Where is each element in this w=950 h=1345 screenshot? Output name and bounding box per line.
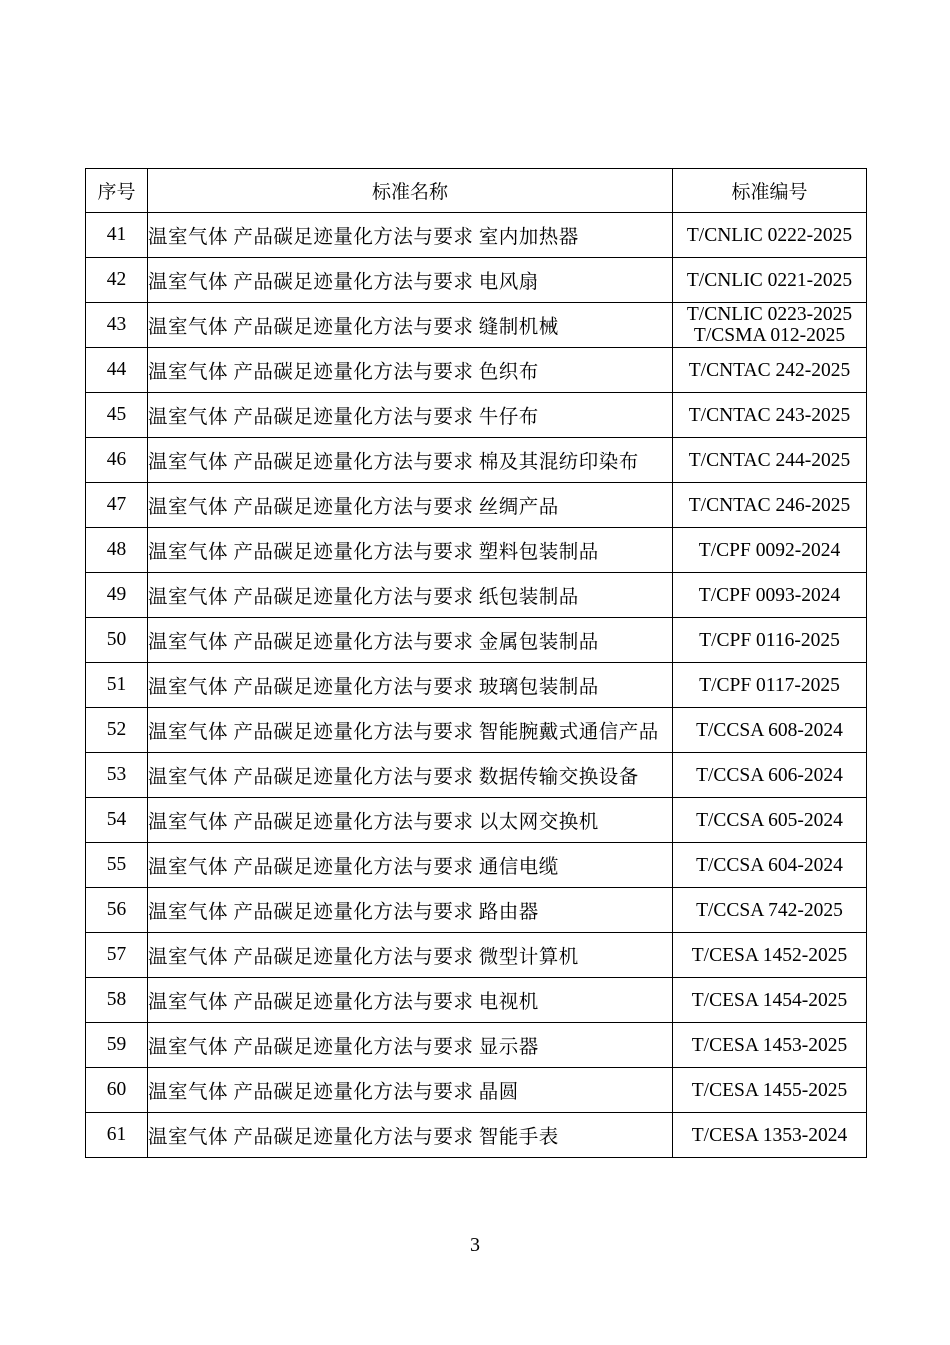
standard-code-cell (673, 213, 867, 258)
serial-number-cell: 53 (86, 753, 148, 798)
serial-number-cell: 50 (86, 618, 148, 663)
standard-name-cell: 温室气体 产品碳足迹量化方法与要求 电视机 (148, 978, 673, 1023)
table-row (86, 1023, 867, 1068)
serial-number-cell: 41 (86, 213, 148, 258)
table-header-row (86, 169, 867, 213)
standard-code-line: T/CESA 1455-2025 (691, 1079, 848, 1101)
standard-code-cell (673, 573, 867, 618)
standard-name-cell: 温室气体 产品碳足迹量化方法与要求 数据传输交换设备 (148, 753, 673, 798)
serial-number-cell: 48 (86, 528, 148, 573)
table-row (86, 618, 867, 663)
column-header-standard-code: 标准编号 (673, 169, 867, 213)
table-row (86, 708, 867, 753)
table-row (86, 393, 867, 438)
standard-code-cell (673, 663, 867, 708)
standard-code-cell (673, 258, 867, 303)
standard-name-cell: 温室气体 产品碳足迹量化方法与要求 电风扇 (148, 258, 673, 303)
table-row (86, 438, 867, 483)
table-row (86, 348, 867, 393)
standard-name-cell: 温室气体 产品碳足迹量化方法与要求 纸包装制品 (148, 573, 673, 618)
serial-number-cell: 52 (86, 708, 148, 753)
table-row (86, 1068, 867, 1113)
column-header-serial-number: 序号 (86, 169, 148, 213)
standard-code-line: T/CESA 1353-2024 (691, 1124, 848, 1146)
standard-code-line: T/CSMA 012-2025 (693, 325, 846, 346)
serial-number-cell: 57 (86, 933, 148, 978)
serial-number-cell: 51 (86, 663, 148, 708)
standard-name-cell: 温室气体 产品碳足迹量化方法与要求 路由器 (148, 888, 673, 933)
standard-code-line: T/CNTAC 243-2025 (688, 404, 851, 426)
standard-code-line: T/CPF 0093-2024 (698, 584, 841, 606)
page-number: 3 (470, 1234, 480, 1256)
table-body (86, 213, 867, 1158)
table-row (86, 213, 867, 258)
standard-name-cell: 温室气体 产品碳足迹量化方法与要求 玻璃包装制品 (148, 663, 673, 708)
standard-code-cell (673, 348, 867, 393)
standard-code-line: T/CPF 0116-2025 (699, 629, 840, 651)
standard-code-line: T/CPF 0117-2025 (699, 674, 840, 696)
table-row (86, 933, 867, 978)
table-row (86, 528, 867, 573)
serial-number-cell: 45 (86, 393, 148, 438)
serial-number-cell: 42 (86, 258, 148, 303)
standard-code-cell (673, 1068, 867, 1113)
table-row (86, 1113, 867, 1158)
standard-code-line: T/CNLIC 0221-2025 (686, 269, 853, 291)
standard-code-line: T/CCSA 606-2024 (696, 764, 843, 786)
standard-code-line: T/CESA 1452-2025 (691, 944, 848, 966)
table-row (86, 573, 867, 618)
standard-name-cell: 温室气体 产品碳足迹量化方法与要求 显示器 (148, 1023, 673, 1068)
standard-code-cell (673, 483, 867, 528)
standard-code-line: T/CCSA 605-2024 (696, 809, 843, 831)
standard-code-cell (673, 1113, 867, 1158)
standard-code-cell (673, 1023, 867, 1068)
standard-code-line: T/CNTAC 246-2025 (688, 494, 851, 516)
standard-code-cell (673, 393, 867, 438)
standard-code-line: T/CNTAC 244-2025 (688, 449, 851, 471)
standard-code-line: T/CCSA 604-2024 (696, 854, 843, 876)
table-row (86, 303, 867, 348)
standard-code-cell (673, 978, 867, 1023)
standard-code-cell (673, 708, 867, 753)
standard-name-cell: 温室气体 产品碳足迹量化方法与要求 智能手表 (148, 1113, 673, 1158)
standard-name-cell: 温室气体 产品碳足迹量化方法与要求 缝制机械 (148, 303, 673, 348)
standard-code-line: T/CNTAC 242-2025 (688, 359, 851, 381)
serial-number-cell: 56 (86, 888, 148, 933)
serial-number-cell: 55 (86, 843, 148, 888)
serial-number-cell: 59 (86, 1023, 148, 1068)
standard-name-cell: 温室气体 产品碳足迹量化方法与要求 通信电缆 (148, 843, 673, 888)
standards-table (85, 168, 867, 1158)
standard-name-cell: 温室气体 产品碳足迹量化方法与要求 棉及其混纺印染布 (148, 438, 673, 483)
column-header-standard-name: 标准名称 (148, 169, 673, 213)
table-row (86, 663, 867, 708)
standard-code-line: T/CESA 1453-2025 (691, 1034, 848, 1056)
standard-code-line: T/CCSA 608-2024 (696, 719, 843, 741)
standard-code-line: T/CNLIC 0223-2025 (686, 304, 853, 325)
standards-table-container (85, 168, 866, 1158)
standard-code-line: T/CCSA 742-2025 (696, 899, 843, 921)
standard-code-line: T/CNLIC 0222-2025 (686, 224, 853, 246)
serial-number-cell: 49 (86, 573, 148, 618)
standard-name-cell: 温室气体 产品碳足迹量化方法与要求 牛仔布 (148, 393, 673, 438)
standard-code-cell (673, 528, 867, 573)
serial-number-cell: 46 (86, 438, 148, 483)
standard-name-cell: 温室气体 产品碳足迹量化方法与要求 微型计算机 (148, 933, 673, 978)
table-row (86, 798, 867, 843)
standard-name-cell: 温室气体 产品碳足迹量化方法与要求 晶圆 (148, 1068, 673, 1113)
table-row (86, 888, 867, 933)
standard-name-cell: 温室气体 产品碳足迹量化方法与要求 室内加热器 (148, 213, 673, 258)
serial-number-cell: 58 (86, 978, 148, 1023)
table-row (86, 258, 867, 303)
serial-number-cell: 47 (86, 483, 148, 528)
standard-name-cell: 温室气体 产品碳足迹量化方法与要求 以太网交换机 (148, 798, 673, 843)
standard-code-cell (673, 618, 867, 663)
standard-code-cell (673, 888, 867, 933)
table-row (86, 753, 867, 798)
table-row (86, 843, 867, 888)
serial-number-cell: 43 (86, 303, 148, 348)
table-row (86, 978, 867, 1023)
standard-name-cell: 温室气体 产品碳足迹量化方法与要求 丝绸产品 (148, 483, 673, 528)
standard-code-line: T/CESA 1454-2025 (691, 989, 848, 1011)
serial-number-cell: 44 (86, 348, 148, 393)
standard-name-cell: 温室气体 产品碳足迹量化方法与要求 金属包装制品 (148, 618, 673, 663)
standard-code-cell (673, 933, 867, 978)
standard-name-cell: 温室气体 产品碳足迹量化方法与要求 智能腕戴式通信产品 (148, 708, 673, 753)
standard-code-cell (673, 798, 867, 843)
standard-code-cell (673, 753, 867, 798)
standard-name-cell: 温室气体 产品碳足迹量化方法与要求 塑料包装制品 (148, 528, 673, 573)
serial-number-cell: 54 (86, 798, 148, 843)
standard-code-cell (673, 438, 867, 483)
standard-code-cell (673, 303, 867, 348)
table-row (86, 483, 867, 528)
standard-code-line: T/CPF 0092-2024 (698, 539, 841, 561)
serial-number-cell: 61 (86, 1113, 148, 1158)
standard-name-cell: 温室气体 产品碳足迹量化方法与要求 色织布 (148, 348, 673, 393)
serial-number-cell: 60 (86, 1068, 148, 1113)
standard-code-cell (673, 843, 867, 888)
